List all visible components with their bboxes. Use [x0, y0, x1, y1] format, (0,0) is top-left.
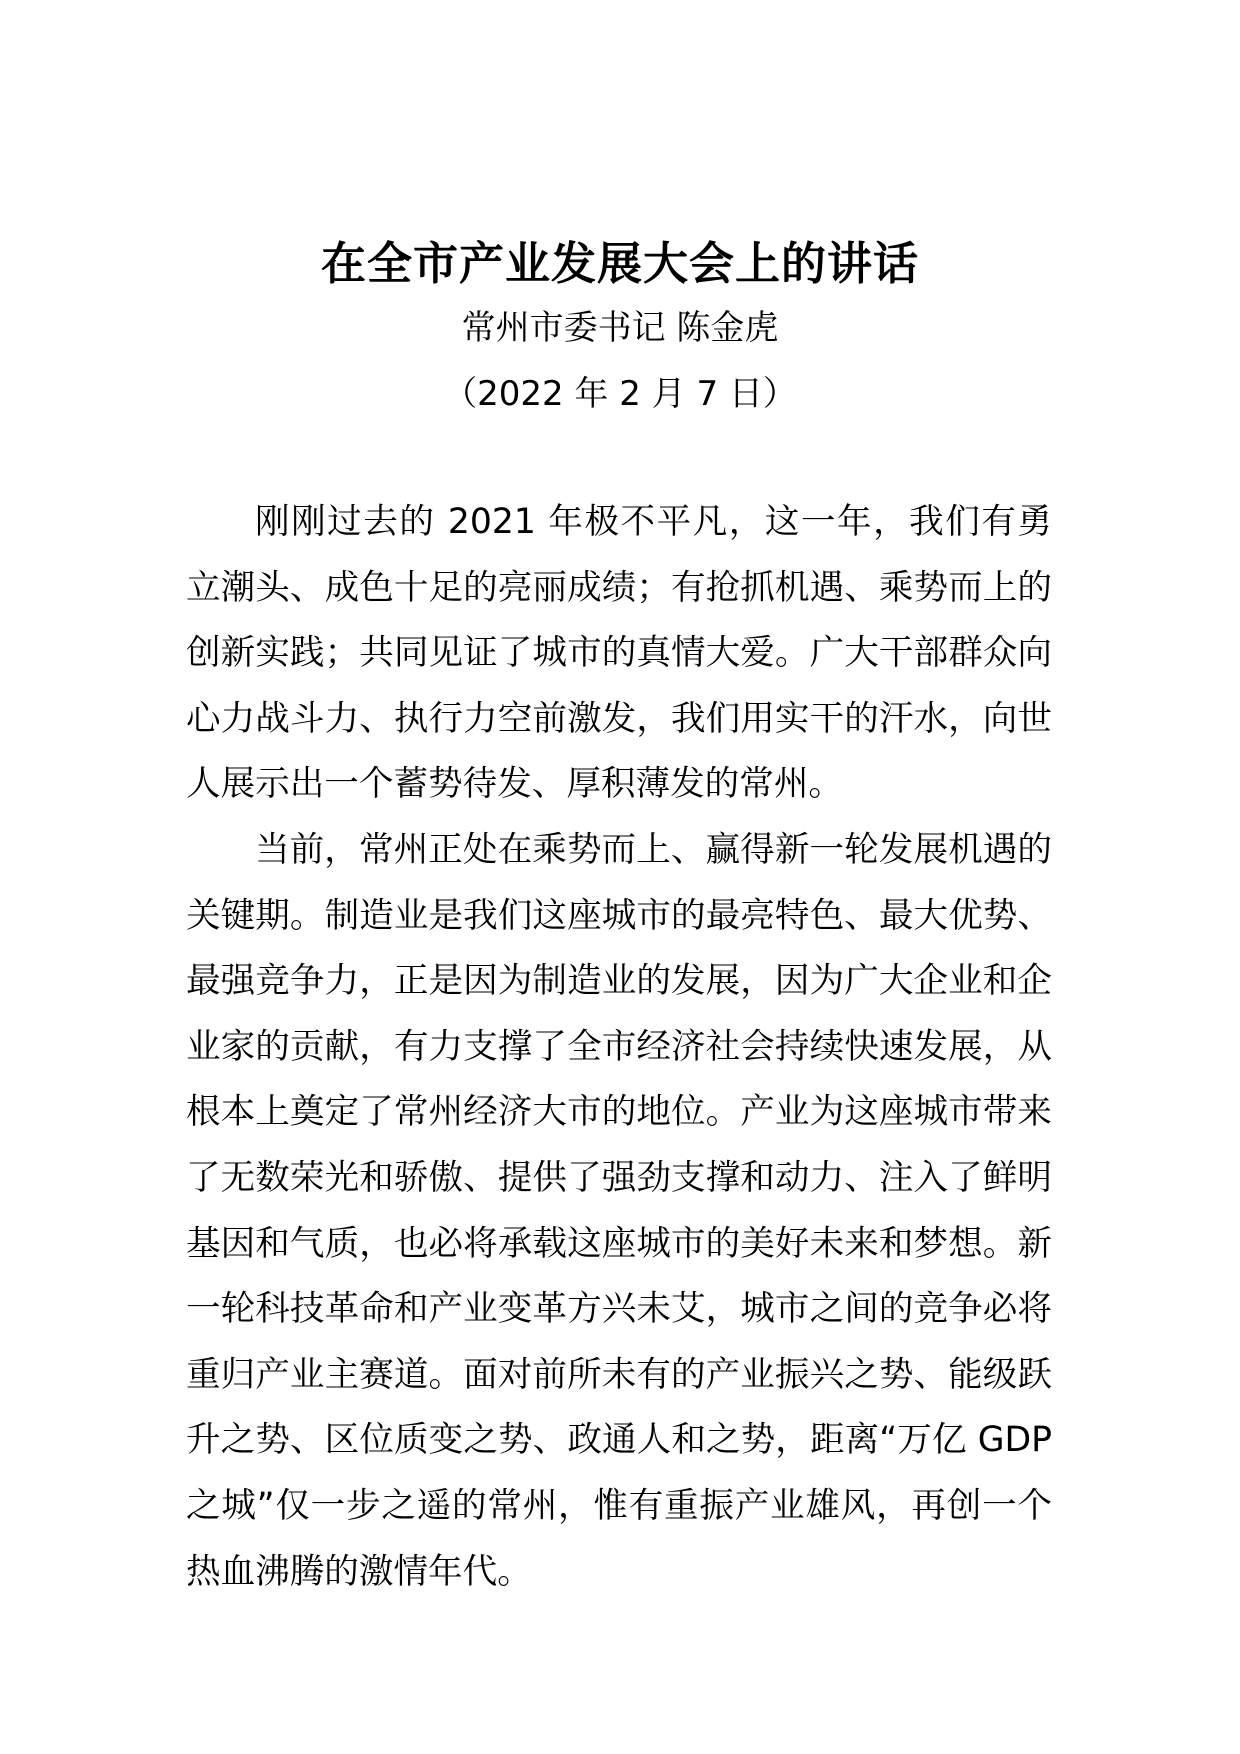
author-byline: 常州市委书记 陈金虎 [461, 308, 779, 348]
speech-date: （2022 年 2 月 7 日） [443, 374, 797, 414]
document-title: 在全市产业发展大会上的讲话 [320, 237, 919, 290]
document-body [186, 490, 1052, 1605]
body-paragraph: 刚刚过去的 2021 年极不平凡，这一年，我们有勇立潮头、成色十足的亮丽成绩；有抢抓机遇、乘势而上的创新实践；共同见证了城市的真情大爱。广大干部群众向心力战斗力、执行力空前激发，我们用实干的汗水，向世人展示出一个蓄势待发、厚积薄发的常州。 [186, 502, 1052, 805]
body-paragraph: 当前，常州正处在乘势而上、赢得新一轮发展机遇的关键期。制造业是我们这座城市的最亮特色、最大优势、最强竞争力，正是因为制造业的发展，因为广大企业和企业家的贡献，有力支撑了全市经济社会持续快速发展，从根本上奠定了常州经济大市的地位。产业为这座城市带来了无数荣光和骄傲、提供了强劲支撑和动力、注入了鲜明基因和气质，也必将承载这座城市的美好未来和梦想。新一轮科技革命和产业变革方兴未艾，城市之间的竞争必将重归产业主赛道。面对前所未有的产业振兴之势、能级跃升之势、区位质变之势、政通人和之势，距离“万亿 GDP 之城”仅一步之遥的常州，惟有重振产业雄风，再创一个热血沸腾的激情年代。 [186, 829, 1052, 1592]
